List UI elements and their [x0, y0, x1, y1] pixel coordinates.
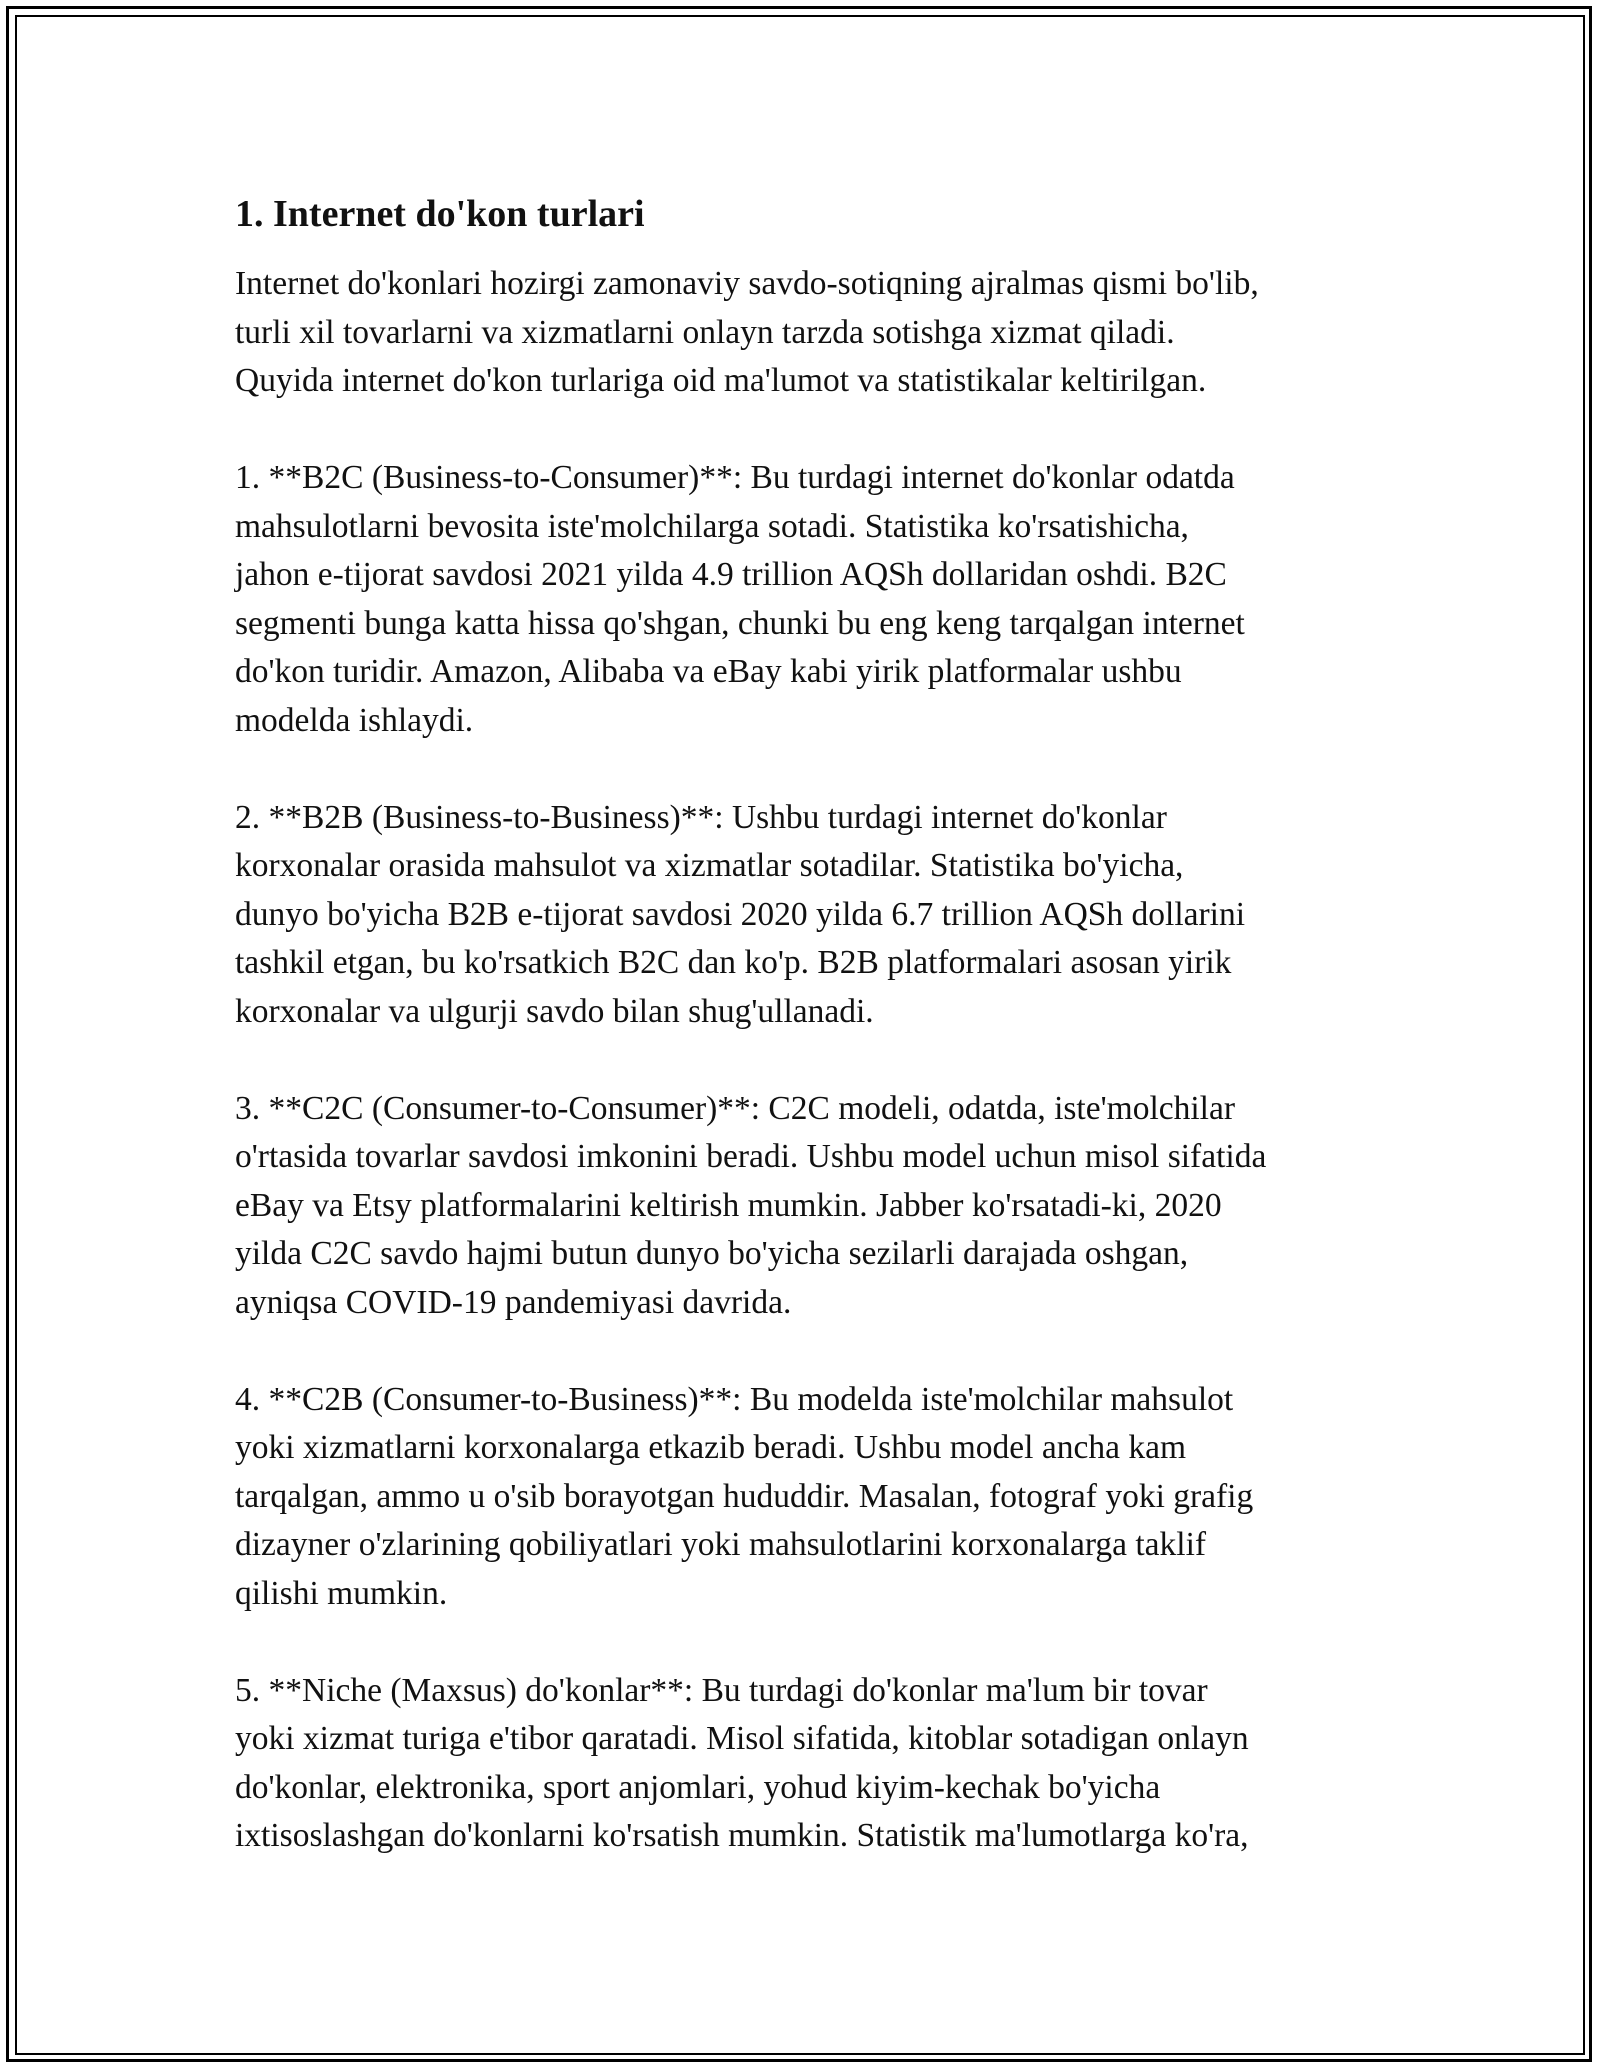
- b2c-paragraph: 1. **B2C (Business-to-Consumer)**: Bu turdagi internet do'konlar odatda mahsulotlarni bevosita iste'molchilarga sotadi. Statistika ko'rsatishicha, jahon e-tijorat savdosi 2021 yilda 4.9 trillion AQSh dollaridan oshdi. B2C segmenti bunga katta hissa qo'shgan, chunki bu eng keng tarqalgan internet do'kon turidir. Amazon, Alibaba va eBay kabi yirik platformalar ushbu modelda ishlaydi.: [235, 459, 1245, 739]
- c2c-paragraph: 3. **C2C (Consumer-to-Consumer)**: C2C modeli, odatda, iste'molchilar o'rtasida tovarlar savdosi imkonini beradi. Ushbu model uchun misol sifatida eBay va Etsy platformalarini keltirish mumkin. Jabber ko'rsatadi-ki, 2020 yilda C2C savdo hajmi butun dunyo bo'yicha sezilarli darajada oshgan, ayniqsa COVID-19 pandemiyasi davrida.: [235, 1089, 1267, 1321]
- page-title: 1. Internet do'kon turlari: [235, 193, 645, 235]
- niche-paragraph: 5. **Niche (Maxsus) do'konlar**: Bu turdagi do'konlar ma'lum bir tovar yoki xizmat turiga e'tibor qaratadi. Misol sifatida, kitoblar sotadigan onlayn do'konlar, elektronika, sport anjomlari, yohud kiyim-kechak bo'yicha ixtisoslashgan do'konlarni ko'rsatish mumkin. Statistik ma'lumotlarga ko'ra,: [235, 1671, 1249, 1854]
- document-body: [235, 188, 1385, 1909]
- c2b-paragraph: 4. **C2B (Consumer-to-Business)**: Bu modelda iste'molchilar mahsulot yoki xizmatlarni korxonalarga etkazib beradi. Ushbu model ancha kam tarqalgan, ammo u o'sib borayotgan hududdir. Masalan, fotograf yoki grafig dizayner o'zlarining qobiliyatlari yoki mahsulotlarini korxonalarga taklif qilishi mumkin.: [235, 1380, 1254, 1612]
- intro-paragraph: Internet do'konlari hozirgi zamonaviy savdo-sotiqning ajralmas qismi bo'lib, turli xil tovarlarni va xizmatlarni onlayn tarzda sotishga xizmat qiladi. Quyida internet do'kon turlariga oid ma'lumot va statistikalar keltirilgan.: [235, 265, 1259, 399]
- b2b-paragraph: 2. **B2B (Business-to-Business)**: Ushbu turdagi internet do'konlar korxonalar orasida mahsulot va xizmatlar sotadilar. Statistika bo'yicha, dunyo bo'yicha B2B e-tijorat savdosi 2020 yilda 6.7 trillion AQSh dollarini tashkil etgan, bu ko'rsatkich B2C dan ko'p. B2B platformalari asosan yirik korxonalar va ulgurji savdo bilan shug'ullanadi.: [235, 798, 1246, 1030]
